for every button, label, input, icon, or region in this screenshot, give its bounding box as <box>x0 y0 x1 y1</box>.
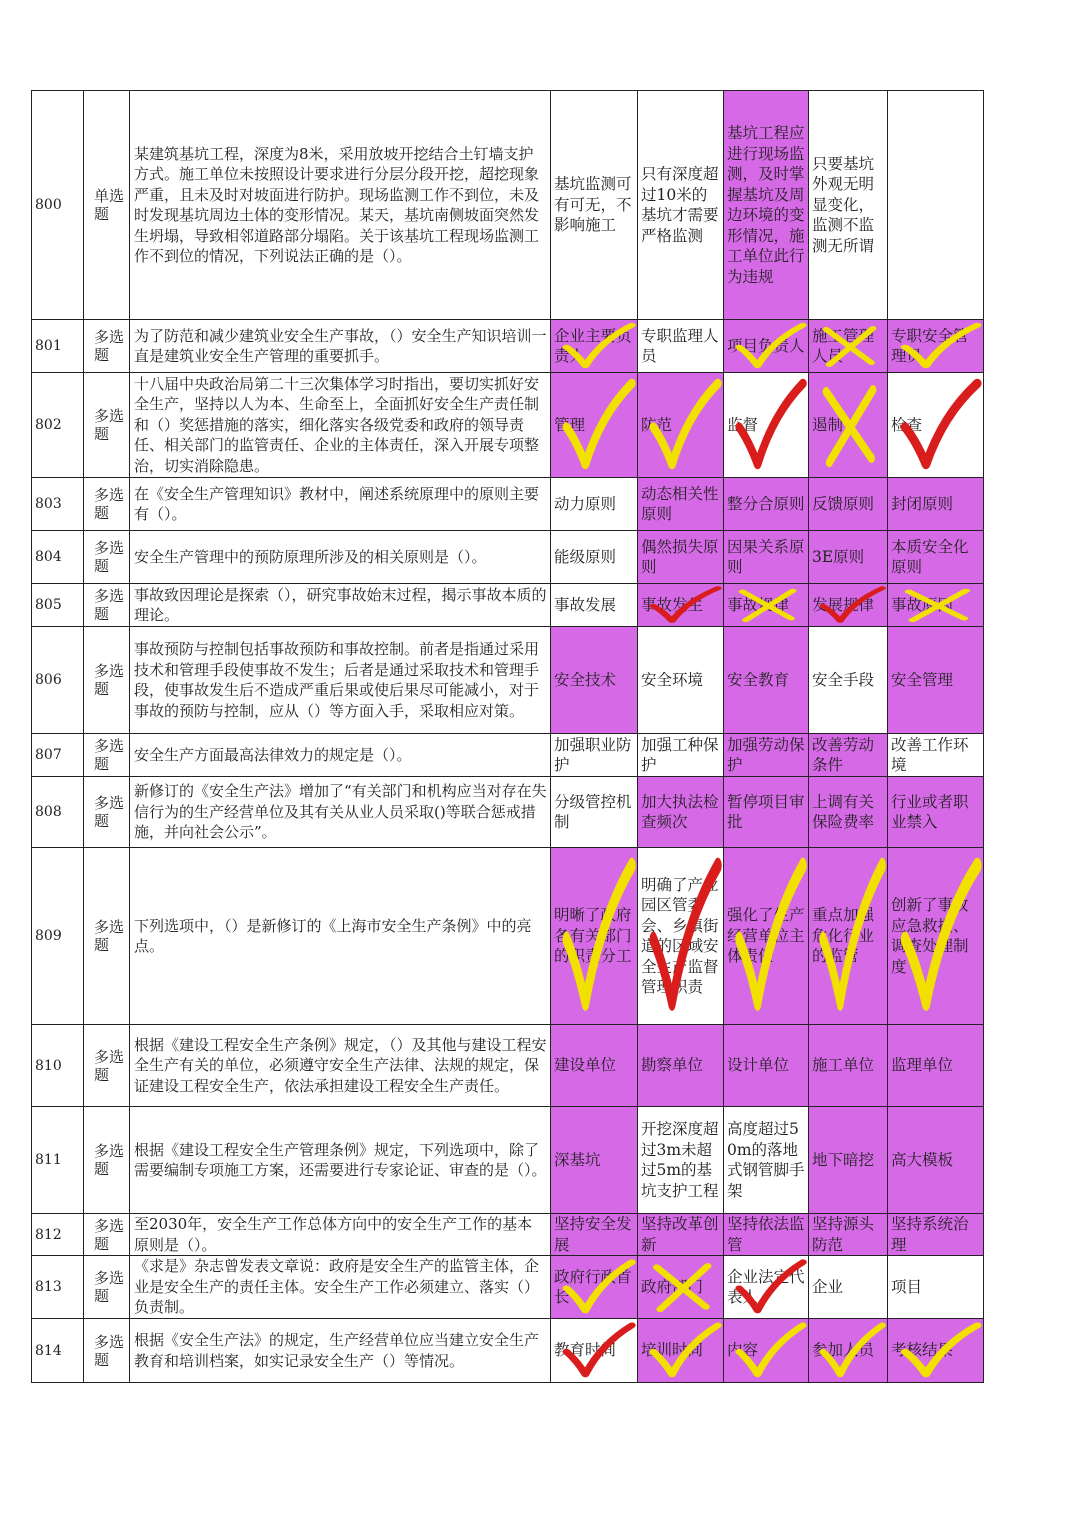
question-type: 多选题 <box>84 1256 130 1319</box>
question-text: 根据《建设工程安全生产条例》规定，（）及其他与建设工程安全生产有关的单位，必须遵守安全生产法律、法规的规定，保证建设工程安全生产，依法承担建设工程安全生产责任。 <box>130 1025 551 1107</box>
option-text: 安全技术 <box>554 670 617 689</box>
question-table <box>31 90 984 1383</box>
question-type: 多选题 <box>84 1319 130 1383</box>
option-text: 企业主要负责人 <box>554 326 632 365</box>
option-text: 上调有关保险费率 <box>812 792 875 831</box>
option-cell <box>638 734 724 777</box>
question-text: 十八届中央政治局第二十三次集体学习时指出，要切实抓好安全生产，坚持以人为本、生命至上，全面抓好安全生产责任制和（）奖惩措施的落实，细化落实各级党委和政府的领导责任、相关部门的监管责任、企业的主体责任，深入开展专项整治，切实消除隐患。 <box>130 373 551 478</box>
option-cell <box>724 734 809 777</box>
option-cell <box>809 320 888 373</box>
option-text: 安全教育 <box>727 670 790 689</box>
check-mark-icon <box>724 1256 808 1318</box>
option-cell <box>551 373 638 478</box>
option-text: 强化了生产经营单位主体责任 <box>727 906 805 966</box>
option-text: 事故规律 <box>727 595 790 614</box>
option-text: 事故原因 <box>891 595 954 614</box>
option-cell <box>638 373 724 478</box>
question-text: 安全生产方面最高法律效力的规定是（）。 <box>130 734 551 777</box>
table-row <box>32 627 984 734</box>
option-text: 考核结果 <box>891 1341 954 1360</box>
option-text: 暂停项目审批 <box>727 792 805 831</box>
option-text: 加大执法检查频次 <box>641 792 719 831</box>
option-cell <box>724 584 809 627</box>
option-text: 只要基坑外观无明显变化，监测不监测无所谓 <box>812 154 875 255</box>
option-text: 勘察单位 <box>641 1056 704 1075</box>
option-cell <box>724 320 809 373</box>
option-cell <box>724 1256 809 1319</box>
option-cell <box>638 627 724 734</box>
option-text: 动力原则 <box>554 494 617 513</box>
question-number: 813 <box>32 1256 84 1319</box>
option-text: 深基坑 <box>554 1150 601 1169</box>
question-type: 多选题 <box>84 848 130 1025</box>
table-row <box>32 734 984 777</box>
question-type: 多选题 <box>84 1025 130 1107</box>
question-text: 至2030年，安全生产工作总体方向中的安全生产工作的基本原则是（）。 <box>130 1214 551 1256</box>
option-text: 施工单位 <box>812 1056 875 1075</box>
table-row <box>32 1025 984 1107</box>
option-text: 政府部门 <box>641 1277 704 1296</box>
option-text: 封闭原则 <box>891 494 954 513</box>
question-type: 多选题 <box>84 531 130 584</box>
option-text: 专职安全管理员 <box>891 326 969 365</box>
check-mark-icon <box>888 848 983 1024</box>
option-cell <box>809 1214 888 1256</box>
option-text: 项目负责人 <box>727 336 805 355</box>
option-text: 参加人员 <box>812 1341 875 1360</box>
option-text: 行业或者职业禁入 <box>891 792 969 831</box>
option-text: 事故发展 <box>554 595 617 614</box>
option-text: 明晰了政府各有关部门的职责分工 <box>554 906 632 966</box>
option-text: 能级原则 <box>554 547 617 566</box>
option-text: 培训时间 <box>641 1341 704 1360</box>
option-text: 企业 <box>812 1277 844 1296</box>
check-mark-icon <box>638 848 723 1024</box>
option-text: 事故发生 <box>641 595 704 614</box>
option-cell <box>809 1025 888 1107</box>
option-text: 施工管理人员 <box>812 326 875 365</box>
table-row <box>32 91 984 320</box>
option-cell <box>551 478 638 531</box>
option-text: 明确了产业园区管委会、乡镇街道的区域安全生产监督管理职责 <box>641 875 719 996</box>
question-number: 809 <box>32 848 84 1025</box>
option-text: 重点加强危化行业的监管 <box>812 906 875 966</box>
check-mark-icon <box>551 1256 637 1318</box>
option-text: 只有深度超过10米的基坑才需要严格监测 <box>641 165 719 245</box>
question-text: 某建筑基坑工程，深度为8米，采用放坡开挖结合土钉墙支护方式。施工单位未按照设计要求进行分层分段开挖，超挖现象严重，且未及时对坡面进行防护。现场监测工作不到位，未及时发现基坑周边土体的变形情况。某天，基坑南侧坡面突然发生坍塌，导致相邻道路部分塌陷。关于该基坑工程现场监测工作不到位的情况，下列说法正确的是（）。 <box>130 91 551 320</box>
option-cell <box>809 848 888 1025</box>
question-text: 新修订的《安全生产法》增加了“有关部门和机构应当对存在失信行为的生产经营单位及其有关从业人员采取()等联合惩戒措施，并向社会公示”。 <box>130 777 551 848</box>
option-cell <box>551 1256 638 1319</box>
option-cell <box>809 531 888 584</box>
question-number: 805 <box>32 584 84 627</box>
option-cell <box>724 777 809 848</box>
question-number: 806 <box>32 627 84 734</box>
question-text: 事故预防与控制包括事故预防和事故控制。前者是指通过采用技术和管理手段使事故不发生；后者是通过采取技术和管理手段，使事故发生后不造成严重后果或使后果尽可能减小，对于事故的预防与控制，应从（）等方面入手，采取相应对策。 <box>130 627 551 734</box>
option-text: 企业法定代表人 <box>727 1267 805 1306</box>
option-text: 安全管理 <box>891 670 954 689</box>
option-cell <box>888 1214 984 1256</box>
question-number: 802 <box>32 373 84 478</box>
option-text: 检查 <box>891 415 923 434</box>
option-cell <box>638 1107 724 1214</box>
table-row <box>32 320 984 373</box>
table-row <box>32 478 984 531</box>
option-text: 加强职业防护 <box>554 735 632 774</box>
option-cell <box>724 373 809 478</box>
table-row <box>32 848 984 1025</box>
option-text: 改善劳动条件 <box>812 735 875 774</box>
option-cell <box>809 1319 888 1383</box>
option-text: 基坑监测可有可无，不影响施工 <box>554 175 632 235</box>
question-number: 811 <box>32 1107 84 1214</box>
question-number: 803 <box>32 478 84 531</box>
option-cell <box>551 1025 638 1107</box>
option-text: 项目 <box>891 1277 923 1296</box>
question-text: 为了防范和减少建筑业安全生产事故，（）安全生产知识培训一直是建筑业安全生产管理的重要抓手。 <box>130 320 551 373</box>
option-cell <box>888 1025 984 1107</box>
option-cell <box>551 777 638 848</box>
option-cell <box>724 1214 809 1256</box>
option-text: 内容 <box>727 1341 759 1360</box>
option-text: 监督 <box>727 415 759 434</box>
option-cell <box>551 734 638 777</box>
option-cell <box>888 848 984 1025</box>
option-cell <box>551 91 638 320</box>
question-text: 事故致因理论是探索（），研究事故始末过程，揭示事故本质的理论。 <box>130 584 551 627</box>
option-cell <box>551 627 638 734</box>
table-row <box>32 1214 984 1256</box>
option-text: 政府行政首长 <box>554 1267 632 1306</box>
option-cell <box>809 1256 888 1319</box>
option-cell <box>638 531 724 584</box>
option-text: 建设单位 <box>554 1056 617 1075</box>
option-text: 3E原则 <box>812 547 865 566</box>
option-cell <box>638 1214 724 1256</box>
option-text: 发展规律 <box>812 595 875 614</box>
option-cell <box>724 627 809 734</box>
option-cell <box>551 1319 638 1383</box>
option-cell <box>638 1256 724 1319</box>
option-text: 坚持系统治理 <box>891 1215 969 1254</box>
option-cell <box>724 478 809 531</box>
option-cell <box>888 584 984 627</box>
table-row <box>32 531 984 584</box>
option-cell <box>888 1319 984 1383</box>
question-type: 多选题 <box>84 1214 130 1256</box>
question-number: 812 <box>32 1214 84 1256</box>
option-cell <box>809 1107 888 1214</box>
option-cell <box>638 584 724 627</box>
option-cell <box>638 1319 724 1383</box>
option-cell <box>809 91 888 320</box>
question-text: 在《安全生产管理知识》教材中，阐述系统原理中的原则主要有（）。 <box>130 478 551 531</box>
option-cell <box>888 320 984 373</box>
question-text: 下列选项中，（）是新修订的《上海市安全生产条例》中的亮点。 <box>130 848 551 1025</box>
option-text: 反馈原则 <box>812 494 875 513</box>
question-text: 根据《安全生产法》的规定，生产经营单位应当建立安全生产教育和培训档案，如实记录安全生产（）等情况。 <box>130 1319 551 1383</box>
option-cell <box>888 531 984 584</box>
option-cell <box>551 848 638 1025</box>
option-cell <box>724 91 809 320</box>
option-text: 管理 <box>554 415 586 434</box>
option-text: 安全手段 <box>812 670 875 689</box>
option-text: 设计单位 <box>727 1056 790 1075</box>
question-number: 810 <box>32 1025 84 1107</box>
option-cell <box>809 584 888 627</box>
option-cell <box>638 320 724 373</box>
question-number: 801 <box>32 320 84 373</box>
option-cell <box>809 734 888 777</box>
option-text: 开挖深度超过3m未超过5m的基坑支护工程 <box>641 1120 719 1200</box>
question-type: 多选题 <box>84 478 130 531</box>
question-type: 多选题 <box>84 777 130 848</box>
option-text: 防范 <box>641 415 673 434</box>
option-cell <box>638 777 724 848</box>
option-text: 改善工作环境 <box>891 735 969 774</box>
option-text: 坚持改革创新 <box>641 1215 719 1254</box>
option-cell <box>724 1107 809 1214</box>
question-type: 多选题 <box>84 627 130 734</box>
table-row <box>32 584 984 627</box>
option-cell <box>551 584 638 627</box>
option-text: 因果关系原则 <box>727 537 805 576</box>
option-cell <box>888 1256 984 1319</box>
table-row <box>32 373 984 478</box>
question-type: 多选题 <box>84 320 130 373</box>
question-type: 多选题 <box>84 584 130 627</box>
table-row <box>32 1256 984 1319</box>
question-number: 807 <box>32 734 84 777</box>
option-text: 基坑工程应进行现场监测，及时掌握基坑及周边环境的变形情况，施工单位此行为违规 <box>727 124 805 286</box>
option-text: 加强工种保护 <box>641 735 719 774</box>
option-text: 加强劳动保护 <box>727 735 805 774</box>
option-cell <box>724 848 809 1025</box>
option-cell <box>809 373 888 478</box>
question-number: 808 <box>32 777 84 848</box>
option-text: 教育时间 <box>554 1341 617 1360</box>
option-cell <box>724 1319 809 1383</box>
question-number: 814 <box>32 1319 84 1383</box>
option-text: 偶然损失原则 <box>641 537 719 576</box>
option-text: 高大模板 <box>891 1150 954 1169</box>
option-text: 动态相关性原则 <box>641 484 719 523</box>
table-row <box>32 777 984 848</box>
option-text: 遏制 <box>812 415 844 434</box>
table-row <box>32 1319 984 1383</box>
question-text: 根据《建设工程安全生产管理条例》规定，下列选项中，除了需要编制专项施工方案，还需要进行专家论证、审查的是（）。 <box>130 1107 551 1214</box>
option-text: 坚持依法监管 <box>727 1215 805 1254</box>
option-cell <box>809 777 888 848</box>
option-cell <box>809 627 888 734</box>
question-text: 安全生产管理中的预防原理所涉及的相关原则是（）。 <box>130 531 551 584</box>
option-cell <box>638 478 724 531</box>
option-cell <box>724 531 809 584</box>
option-cell <box>551 1214 638 1256</box>
question-type: 单选题 <box>84 91 130 320</box>
option-cell <box>551 1107 638 1214</box>
option-text: 坚持安全发展 <box>554 1215 632 1254</box>
option-cell <box>551 320 638 373</box>
option-cell <box>724 1025 809 1107</box>
option-cell <box>638 848 724 1025</box>
question-type: 多选题 <box>84 1107 130 1214</box>
option-text: 安全环境 <box>641 670 704 689</box>
option-text: 高度超过50m的落地式钢管脚手架 <box>727 1120 805 1200</box>
option-text: 监理单位 <box>891 1056 954 1075</box>
option-text: 创新了事故应急救援、调查处理制度 <box>891 896 969 976</box>
option-text: 地下暗挖 <box>812 1150 875 1169</box>
question-type: 多选题 <box>84 373 130 478</box>
option-cell <box>809 478 888 531</box>
option-text: 本质安全化原则 <box>891 537 969 576</box>
option-cell <box>638 1025 724 1107</box>
option-cell <box>638 91 724 320</box>
option-cell <box>888 734 984 777</box>
option-text: 专职监理人员 <box>641 326 719 365</box>
option-cell <box>888 777 984 848</box>
option-cell <box>888 373 984 478</box>
option-cell <box>888 478 984 531</box>
option-cell <box>888 1107 984 1214</box>
question-text: 《求是》杂志曾发表文章说：政府是安全生产的监管主体，企业是安全生产的责任主体。安全生产工作必须建立、落实（）负责制。 <box>130 1256 551 1319</box>
question-number: 800 <box>32 91 84 320</box>
question-type: 多选题 <box>84 734 130 777</box>
table-row <box>32 1107 984 1214</box>
option-cell <box>888 627 984 734</box>
option-cell <box>551 531 638 584</box>
option-cell <box>888 91 984 320</box>
question-number: 804 <box>32 531 84 584</box>
option-text: 整分合原则 <box>727 494 805 513</box>
option-text: 坚持源头防范 <box>812 1215 875 1254</box>
option-text: 分级管控机制 <box>554 792 632 831</box>
